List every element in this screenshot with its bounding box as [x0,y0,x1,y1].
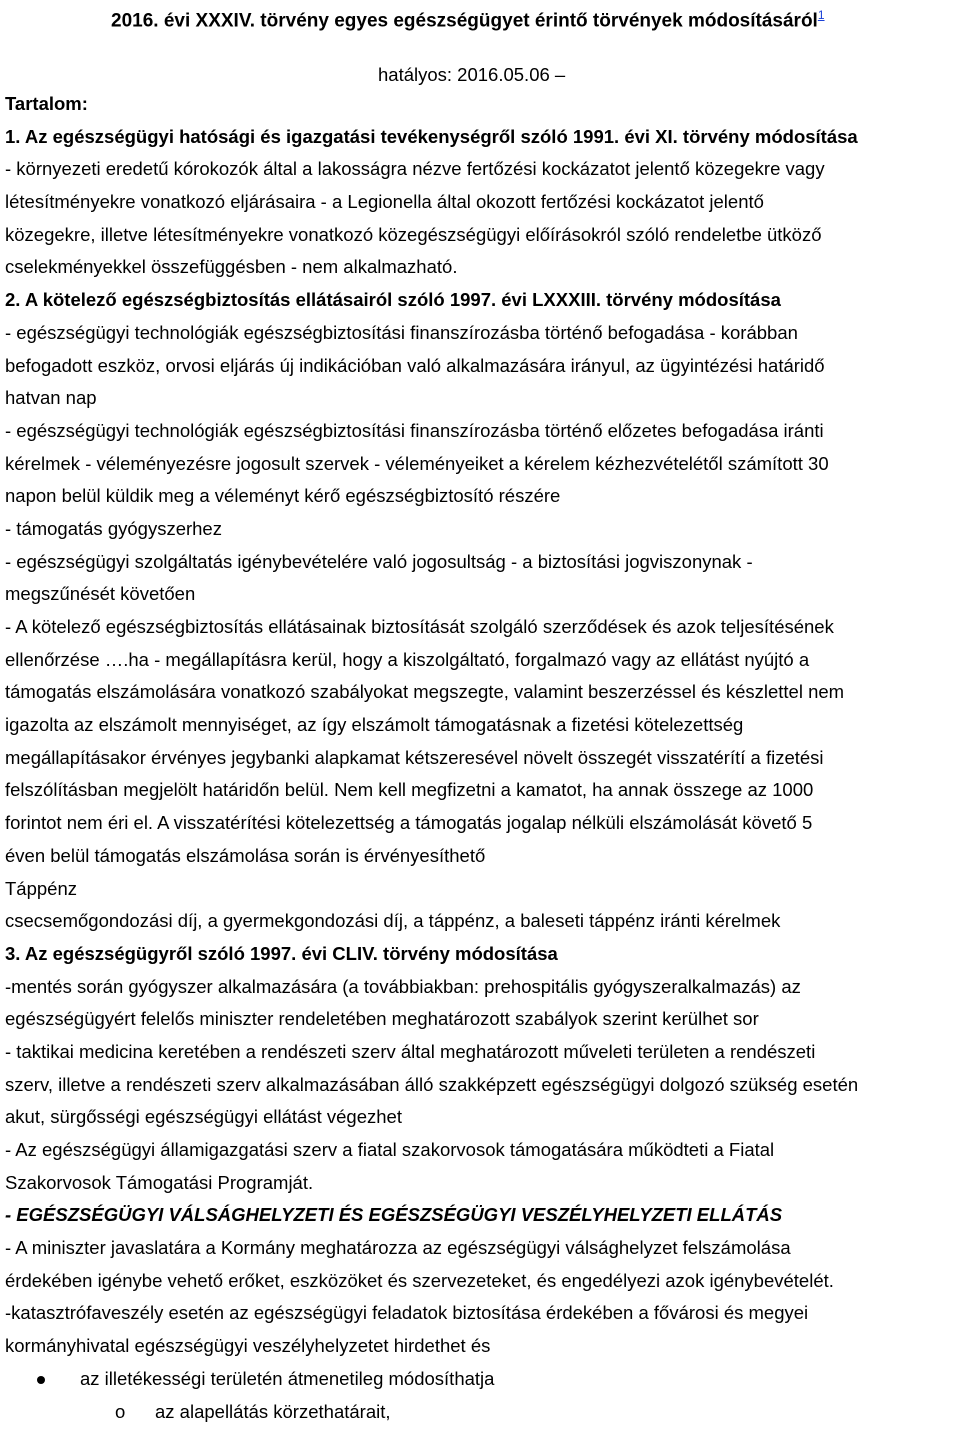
text-line: akut, sürgősségi egészségügyi ellátást végezhet [5,1106,402,1128]
text-line: -mentés során gyógyszer alkalmazására (a továbbiakban: prehospitális gyógyszeralkalmazás) az [5,975,801,997]
text-line: - Az egészségügyi államigazgatási szerv a fiatal szakorvosok támogatására működteti a Fiatal [5,1139,775,1160]
text-line: szerv, illetve a rendészeti szerv alkalmazásában álló szakképzett egészségügyi dolgozó szükség esetén [5,1073,859,1095]
text-line: kérelmek - véleményezésre jogosult szervek - véleményeiket a kérelem kézhezvételétől számított 30 [5,452,829,474]
sub-bullet-item [5,1396,960,1429]
bullet-text: az illetékességi területén átmenetileg módosíthatja [80,1367,495,1389]
text-line: cselekményekkel összefüggésben - nem alkalmazható. [5,256,458,278]
text-line: Táppénz [5,877,77,899]
footnote-link[interactable]: 1 [817,8,825,22]
text-line: egészségügyért felelős miniszter rendeletében meghatározott szabályok szerint kerülhet sor [5,1008,759,1030]
text-line: - környezeti eredetű kórokozók által a lakosságra nézve fertőzési kockázatot jelentő közegekre vagy [5,158,825,180]
text-line: -katasztrófaveszély esetén az egészségügyi feladatok biztosítása érdekében a fővárosi és megyei [5,1302,809,1324]
bullet-item [5,1363,960,1396]
bullet-dot-icon [37,1376,45,1384]
section-heading: 3. Az egészségügyről szóló 1997. évi CLIV. törvény módosítása [5,942,558,964]
text-line: Szakorvosok Támogatási Programját. [5,1171,314,1193]
text-line: - egészségügyi technológiák egészségbiztosítási finanszírozásba történő befogadása - korábban [5,321,798,343]
document-title: 2016. évi XXXIV. törvény egyes egészségügyet érintő törvények módosításáról$^1$ [111,8,825,32]
text-line: érdekében igénybe vehető erőket, eszközöket és szervezeteket, és engedélyezi azok igénybevételét. [5,1269,834,1291]
text-line: - egészségügyi technológiák egészségbiztosítási finanszírozásba történő előzetes befogadása iránti [5,419,824,441]
text-line: ellenőrzése ….ha - megállapításra kerül, hogy a kiszolgáltató, forgalmazó vagy az ellátást nyújtó a [5,648,810,670]
text-line: forintot nem éri el. A visszatérítési kötelezettség a támogatás jogalap nélküli elszámolását követő 5 [5,812,813,834]
text-line: közegekre, illetve létesítményekre vonatkozó közegészségügyi előírásokról szóló rendeletbe ütköző [5,223,822,245]
text-line: felszólításban megjelölt határidőn belül. Nem kell megfizetni a kamatot, ha annak összege az 1000 [5,779,814,801]
section-heading: 1. Az egészségügyi hatósági és igazgatási tevékenységről szóló 1991. évi XI. törvény módosítása [5,125,858,147]
text-line: megállapításakor érvényes jegybanki alapkamat kétszeresével növelt összegét visszatérítí a fizetési [5,746,824,768]
text-line: igazolta az elszámolt mennyiséget, az így elszámolt támogatásnak a fizetési kötelezettség [5,714,744,736]
sub-bullet-text: az alapellátás körzethatárait, [155,1400,391,1422]
text-line: éven belül támogatás elszámolása során is érvényesíthető [5,844,486,866]
text-line: napon belül küldik meg a véleményt kérő egészségbiztosító részére [5,485,561,507]
section-heading: Tartalom: [5,93,88,114]
section-heading: 2. A kötelező egészségbiztosítás ellátásairól szóló 1997. évi LXXXIII. törvény módosítása [5,289,781,311]
sub-bullet-marker: o [115,1400,126,1422]
effective-date: hatályos: 2016.05.06 – [378,64,566,85]
text-line: hatvan nap [5,387,97,409]
text-line: - taktikai medicina keretében a rendészeti szerv által meghatározott műveleti területen a rendészeti [5,1040,816,1062]
footnote-ref[interactable] [818,6,825,23]
text-line: megszűnését követően [5,583,196,605]
text-line: - egészségügyi szolgáltatás igénybevételére való jogosultság - a biztosítási jogviszonynak - [5,550,753,572]
document-body [5,88,960,1428]
text-line: kormányhivatal egészségügyi veszélyhelyzetet hirdethet és [5,1335,491,1357]
text-line: - A kötelező egészségbiztosítás ellátásainak biztosítását szolgáló szerződések és azok teljesítésének [5,616,834,637]
text-line: létesítményekre vonatkozó eljárásaira - a Legionella által okozott fertőzési kockázatot jelentő [5,191,764,213]
text-line: csecsemőgondozási díj, a gyermekgondozási díj, a táppénz, a baleseti táppénz iránti kérelmek [5,910,781,932]
text-line: befogadott eszköz, orvosi eljárás új indikációban való alkalmazására irányul, az ügyintézési határidő [5,354,825,376]
text-line: - A miniszter javaslatára a Kormány meghatározza az egészségügyi válsághelyzet felszámolása [5,1237,791,1259]
subsection-heading: - EGÉSZSÉGÜGYI VÁLSÁGHELYZETI ÉS EGÉSZSÉGÜGYI VESZÉLYHELYZETI ELLÁTÁS [5,1204,783,1226]
text-line: támogatás elszámolására vonatkozó szabályokat megszegte, valamint beszerzéssel és készlettel nem [5,681,845,703]
text-line: - támogatás gyógyszerhez [5,517,222,539]
